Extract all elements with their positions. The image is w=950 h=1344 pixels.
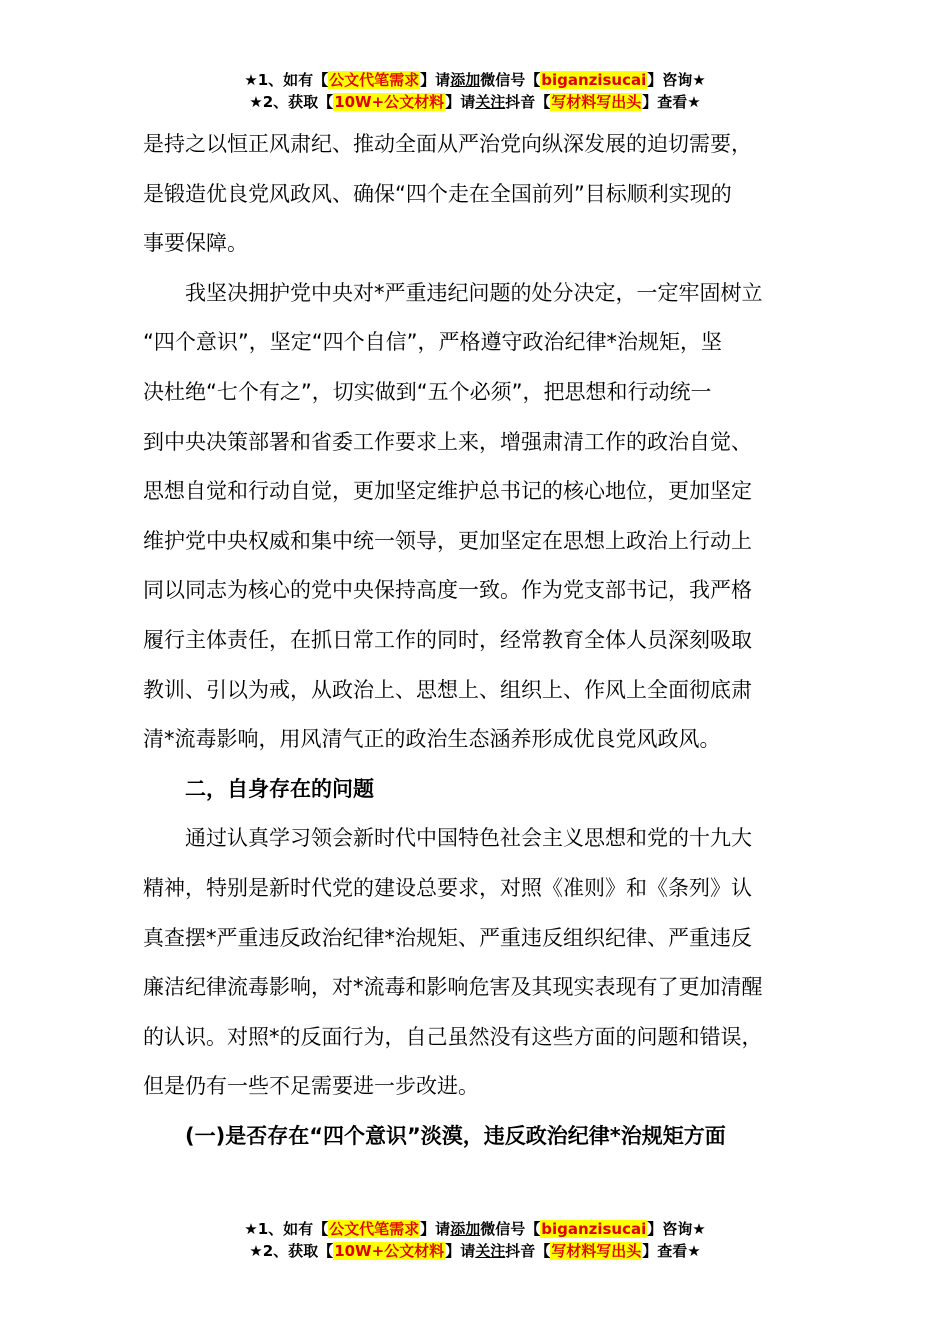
text-line: 思想自觉和行动自觉，更加坚定维护总书记的核心地位，更加坚定 [143,479,752,504]
banner-text: 】查看★ [642,1242,701,1260]
highlight-text: 写材料写出头 [551,1242,642,1260]
highlight-text: 公文代笔需求 [329,1220,420,1238]
underlined-text: 添加 [450,1220,481,1238]
highlight-text: biganzisucai [541,71,647,89]
banner-text: 微信号【 [480,1220,541,1238]
text-line: 教训、引以为戒，从政治上、思想上、组织上、作风上全面彻底肃 [143,677,752,702]
text-line: 事要保障。 [143,231,248,256]
paragraph-1 [143,120,808,269]
highlight-text: 10W+公文材料 [334,93,445,111]
underlined-text: 添加 [450,71,481,89]
banner-text: 】请 [420,71,451,89]
text-line: 但是仍有一些不足需要进一步改进。 [143,1074,479,1099]
text-line: 真查摆*严重违反政治纪律*治规矩、严重违反组织纪律、严重违反 [143,925,752,950]
paragraph-2 [143,269,808,765]
banner-line-2 [0,1240,950,1262]
banner-text: 抖音【 [505,1242,551,1260]
text-line: 我坚决拥护党中央对*严重违纪问题的处分决定，一定牢固树立 [143,280,763,305]
paragraph-3 [143,814,808,1112]
footer-banner [0,1218,950,1262]
highlight-text: 10W+公文材料 [334,1242,445,1260]
banner-text: 】咨询★ [647,71,706,89]
text-line: 的认识。对照*的反面行为，自己虽然没有这些方面的问题和错误， [143,1024,763,1049]
text-line: “四个意识”，坚定“四个自信”，严格遵守政治纪律*治规矩，坚 [143,330,723,355]
underlined-text: 关注 [475,1242,506,1260]
text-line: 到中央决策部署和省委工作要求上来，增强肃清工作的政治自觉、 [143,429,752,454]
banner-text: 微信号【 [480,71,541,89]
text-line: 廉洁纪律流毒影响，对*流毒和影响危害及其现实表现有了更加清醒 [143,975,763,1000]
banner-text: ★1、如有【 [244,1220,329,1238]
text-line: 精神，特别是新时代党的建设总要求，对照《准则》和《条列》认 [143,875,752,900]
highlight-text: biganzisucai [541,1220,647,1238]
banner-line-1 [0,69,950,91]
section-heading-2 [143,765,808,815]
text-line: 清*流毒影响，用风清气正的政治生态涵养形成优良党风政风。 [143,727,721,752]
header-banner [0,69,950,113]
heading-text: 二，自身存在的问题 [143,776,374,801]
banner-text: 】请 [420,1220,451,1238]
text-line: 是持之以恒正风肃纪、推动全面从严治党向纵深发展的迫切需要， [143,132,752,156]
banner-text: 抖音【 [505,93,551,111]
document-body [143,120,808,1161]
highlight-text: 写材料写出头 [551,93,642,111]
text-line: 同以同志为核心的党中央保持高度一致。作为党支部书记，我严格 [143,578,752,603]
banner-text: ★1、如有【 [244,71,329,89]
text-line: 履行主体责任，在抓日常工作的同时，经常教育全体人员深刻吸取 [143,627,752,652]
banner-line-1 [0,1218,950,1240]
banner-text: 】咨询★ [647,1220,706,1238]
banner-text: 】请 [445,1242,476,1260]
text-line: 维护党中央权威和集中统一领导，更加坚定在思想上政治上行动上 [143,528,752,553]
text-line: 是锻造优良党风政风、确保“四个走在全国前列”目标顺利实现的 [143,181,732,206]
highlight-text: 公文代笔需求 [329,71,420,89]
subsection-heading-1 [143,1112,808,1162]
text-line: 通过认真学习领会新时代中国特色社会主义思想和党的十九大 [143,826,752,851]
underlined-text: 关注 [475,93,506,111]
text-line: 决杜绝“七个有之”，切实做到“五个必须”，把思想和行动统一 [143,379,712,404]
banner-text: ★2、获取【 [249,1242,334,1260]
banner-line-2 [0,91,950,113]
heading-text: (一)是否存在“四个意识”淡漠，违反政治纪律*治规矩方面 [143,1123,726,1148]
banner-text: 】请 [445,93,476,111]
banner-text: 】查看★ [642,93,701,111]
banner-text: ★2、获取【 [249,93,334,111]
